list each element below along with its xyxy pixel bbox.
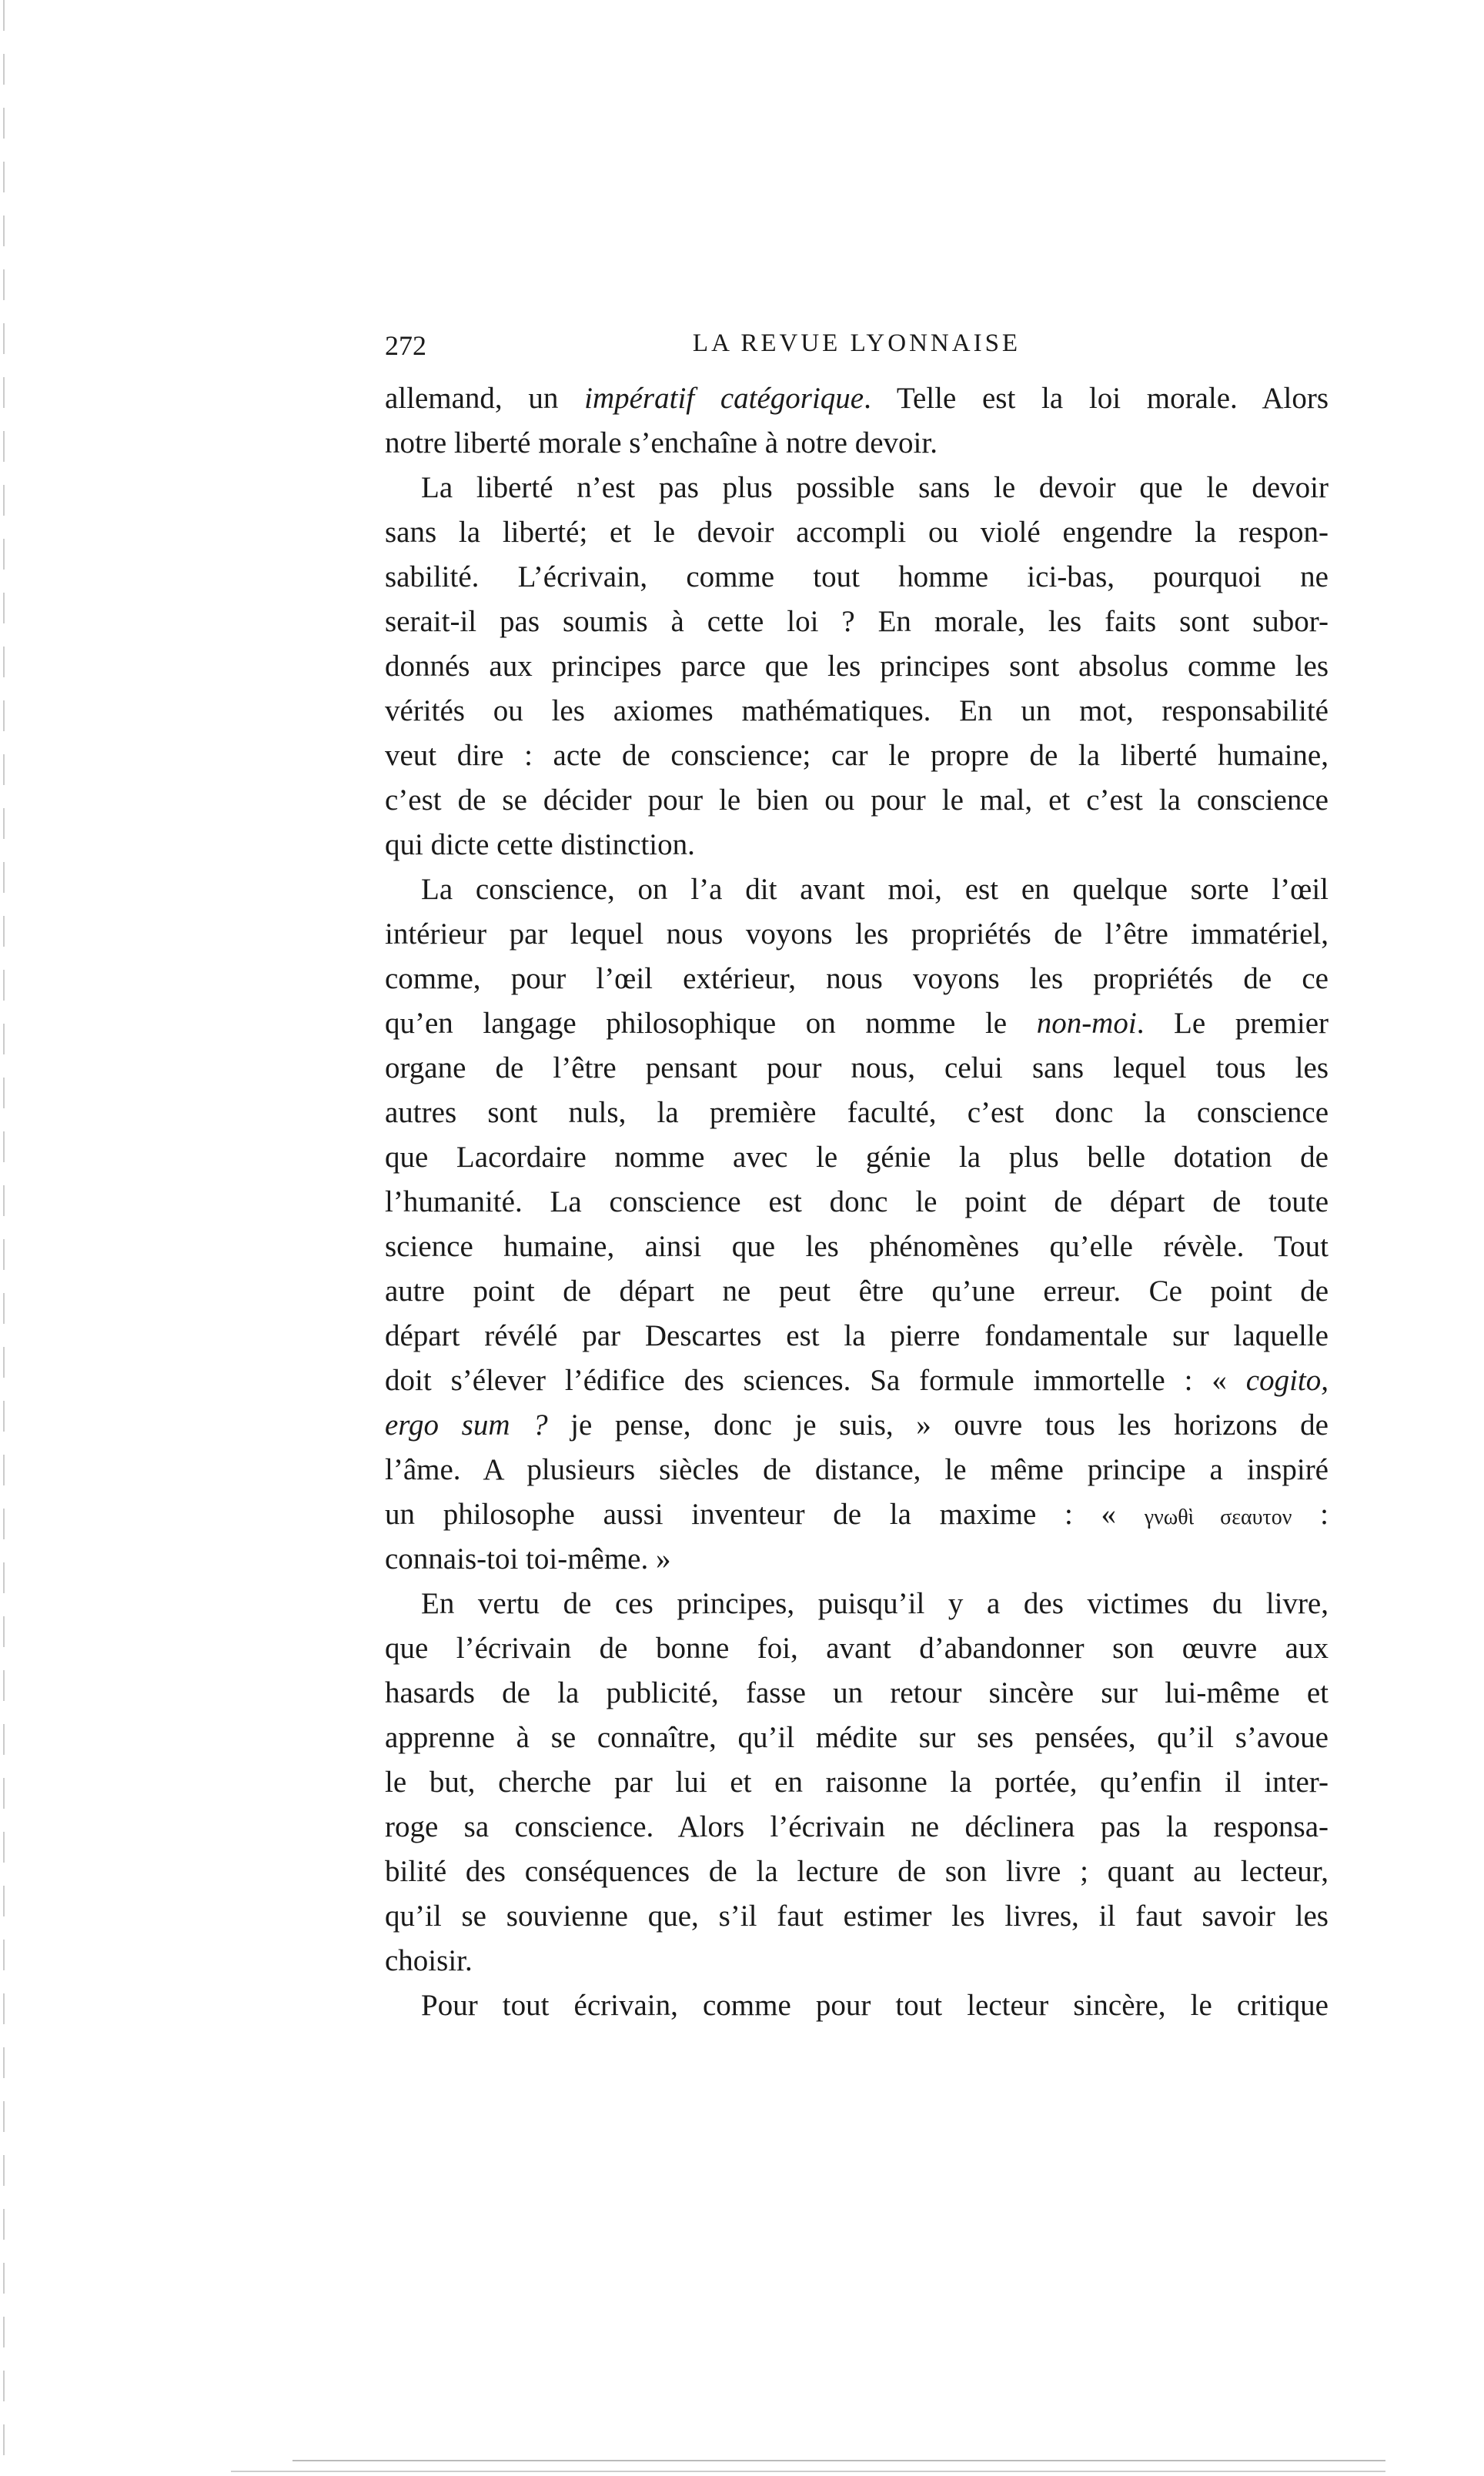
text-line: intérieur par lequel nous voyons les propriétés de l’être immatériel,: [385, 917, 1329, 951]
text-line: veut dire : acte de conscience; car le propre de la liberté humaine,: [385, 739, 1329, 772]
text-line: En vertu de ces principes, puisqu’il y a des victimes du livre,: [421, 1587, 1329, 1620]
paragraph: [385, 1582, 1329, 1983]
paragraph: [385, 867, 1329, 1582]
text-line: notre liberté morale s’enchaîne à notre devoir.: [385, 426, 938, 459]
text-line: que Lacordaire nomme avec le génie la plus belle dotation de: [385, 1141, 1329, 1174]
text-line: bilité des conséquences de la lecture de son livre ; quant au lecteur,: [385, 1855, 1329, 1888]
paragraph: [385, 466, 1329, 867]
text-line: autre point de départ ne peut être qu’une erreur. Ce point de: [385, 1275, 1329, 1308]
text-line: comme, pour l’œil extérieur, nous voyons les propriétés de ce: [385, 962, 1329, 995]
text-line: serait-il pas soumis à cette loi ? En morale, les faits sont subor-: [385, 605, 1329, 638]
text-line: que l’écrivain de bonne foi, avant d’abandonner son œuvre aux: [385, 1632, 1329, 1665]
text-line: La liberté n’est pas plus possible sans le devoir que le devoir: [421, 471, 1329, 504]
text-line: ergo sum ? je pense, donc je suis, » ouvre tous les horizons de: [385, 1408, 1329, 1442]
text-line: vérités ou les axiomes mathématiques. En un mot, responsabilité: [385, 694, 1329, 727]
text-line: allemand, un impératif catégorique. Telle est la loi morale. Alors: [385, 382, 1329, 415]
text-line: l’humanité. La conscience est donc le point de départ de toute: [385, 1185, 1329, 1218]
text-line: autres sont nuls, la première faculté, c’est donc la conscience: [385, 1096, 1329, 1129]
text-line: le but, cherche par lui et en raisonne la portée, qu’enfin il inter-: [385, 1766, 1329, 1799]
running-title: LA REVUE LYONNAISE: [692, 329, 1021, 357]
text-line: apprenne à se connaître, qu’il médite sur ses pensées, qu’il s’avoue: [385, 1721, 1329, 1754]
text-line: un philosophe aussi inventeur de la maxime : « γνωθὶ σεαυτον :: [385, 1498, 1329, 1531]
text-line: La conscience, on l’a dit avant moi, est en quelque sorte l’œil: [421, 873, 1329, 906]
paragraph: [385, 376, 1329, 466]
bottom-rule: [292, 2460, 1385, 2461]
text-line: donnés aux principes parce que les principes sont absolus comme les: [385, 650, 1329, 683]
text-line: organe de l’être pensant pour nous, celui sans lequel tous les: [385, 1051, 1329, 1084]
text-line: connais-toi toi-même. »: [385, 1542, 671, 1575]
scan-edge-artifact: [3, 0, 5, 2476]
text-line: qu’il se souvienne que, s’il faut estimer les livres, il faut savoir les: [385, 1900, 1329, 1933]
text-line: roge sa conscience. Alors l’écrivain ne déclinera pas la responsa-: [385, 1810, 1329, 1843]
text-line: c’est de se décider pour le bien ou pour le mal, et c’est la conscience: [385, 784, 1329, 817]
text-line: sans la liberté; et le devoir accompli ou violé engendre la respon-: [385, 516, 1329, 549]
text-line: Pour tout écrivain, comme pour tout lecteur sincère, le critique: [421, 1989, 1329, 2022]
text-line: hasards de la publicité, fasse un retour sincère sur lui-même et: [385, 1676, 1329, 1709]
text-line: science humaine, ainsi que les phénomènes qu’elle révèle. Tout: [385, 1230, 1329, 1263]
body-text: [385, 376, 1329, 2028]
page-number: 272: [385, 330, 426, 361]
bottom-rule: [231, 2471, 1385, 2472]
text-line: choisir.: [385, 1944, 473, 1977]
text-line: qu’en langage philosophique on nomme le non-moi. Le premier: [385, 1007, 1329, 1040]
text-line: qui dicte cette distinction.: [385, 828, 695, 861]
text-line: départ révélé par Descartes est la pierre fondamentale sur laquelle: [385, 1319, 1329, 1352]
paragraph: [385, 1983, 1329, 2028]
text-line: doit s’élever l’édifice des sciences. Sa formule immortelle : « cogito,: [385, 1364, 1329, 1397]
text-line: l’âme. A plusieurs siècles de distance, le même principe a inspiré: [385, 1453, 1329, 1486]
text-line: sabilité. L’écrivain, comme tout homme ici-bas, pourquoi ne: [385, 560, 1329, 593]
